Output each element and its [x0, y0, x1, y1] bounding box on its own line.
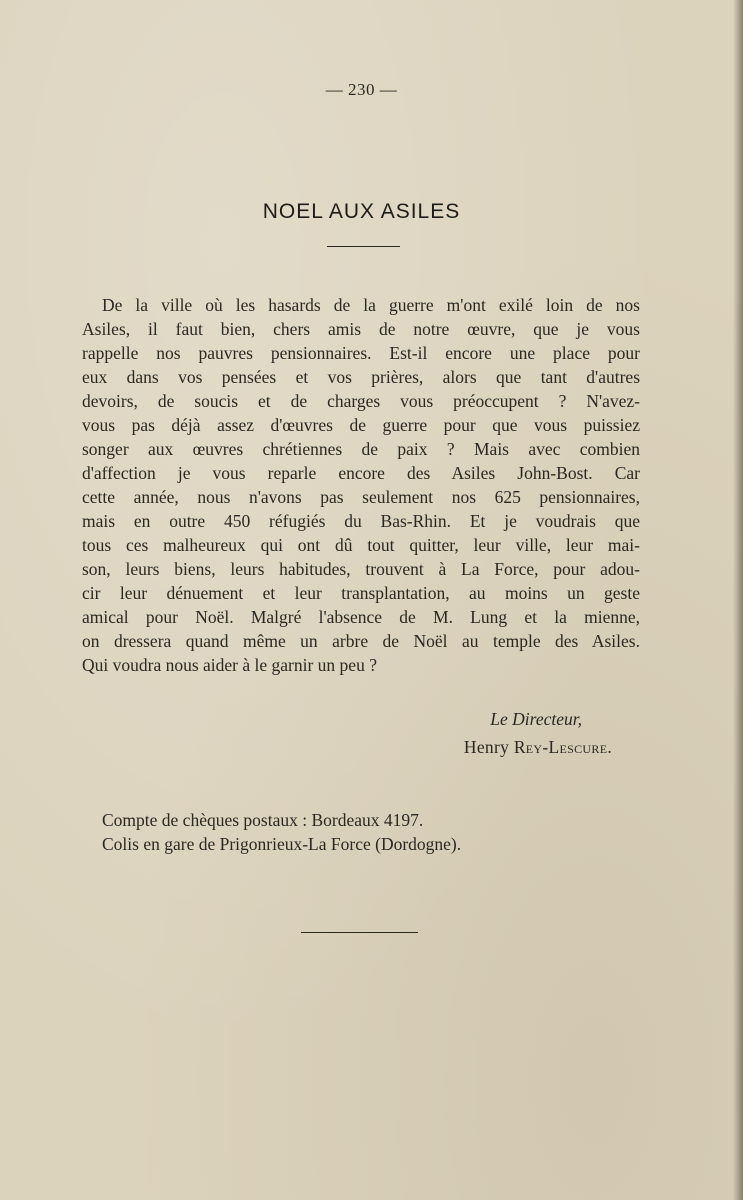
signature-role: Le Directeur, [490, 709, 582, 729]
body-line: Asiles, il faut bien, chers amis de notre œuvre, que je vous [82, 319, 640, 339]
body-line: mais en outre 450 réfugiés du Bas-Rhin. Et je voudrais que [82, 511, 640, 531]
body-line: Qui voudra nous aider à le garnir un peu ? [82, 655, 377, 675]
body-line: De la ville où les hasards de la guerre m'ont exilé loin de nos [102, 295, 640, 315]
body-line: devoirs, de soucis et de charges vous préoccupent ? N'avez- [82, 391, 640, 411]
body-line: tous ces malheureux qui ont dû tout quitter, leur ville, leur mai- [82, 535, 640, 555]
body-line: songer aux œuvres chrétiennes de paix ? Mais avec combien [82, 439, 640, 459]
signature-block [0, 705, 612, 761]
body-line: d'affection je vous reparle encore des Asiles John-Bost. Car [82, 463, 640, 483]
signature-first-name: Henry [463, 737, 510, 757]
body-line: cir leur dénuement et leur transplantation, au moins un geste [82, 583, 640, 603]
end-divider [301, 932, 418, 933]
body-line: on dressera quand même un arbre de Noël au temple des Asiles. [82, 631, 640, 651]
title-divider [327, 246, 400, 247]
body-line: rappelle nos pauvres pensionnaires. Est-il encore une place pour [82, 343, 640, 363]
body-line: cette année, nous n'avons pas seulement nos 625 pensionnaires, [82, 487, 640, 507]
article-body [82, 293, 640, 677]
page-edge-shadow [733, 0, 743, 1200]
postal-account-line: Compte de chèques postaux : Bordeaux 4197. [102, 810, 424, 830]
body-line: vous pas déjà assez d'œuvres de guerre pour que vous puissiez [82, 415, 640, 435]
postal-info [102, 808, 622, 856]
parcel-station-line: Colis en gare de Prigonrieux-La Force (Dordogne). [102, 834, 462, 854]
signature-name [0, 733, 612, 761]
article-title: NOEL AUX ASILES [262, 200, 461, 223]
body-line: son, leurs biens, leurs habitudes, trouvent à La Force, pour adou- [82, 559, 640, 579]
body-line: eux dans vos pensées et vos prières, alors que tant d'autres [82, 367, 640, 387]
signature-last-name: Rey-Lescure. [513, 737, 612, 757]
body-line: amical pour Noël. Malgré l'absence de M. Lung et la mienne, [82, 607, 640, 627]
page-number: — 230 — [325, 80, 398, 99]
